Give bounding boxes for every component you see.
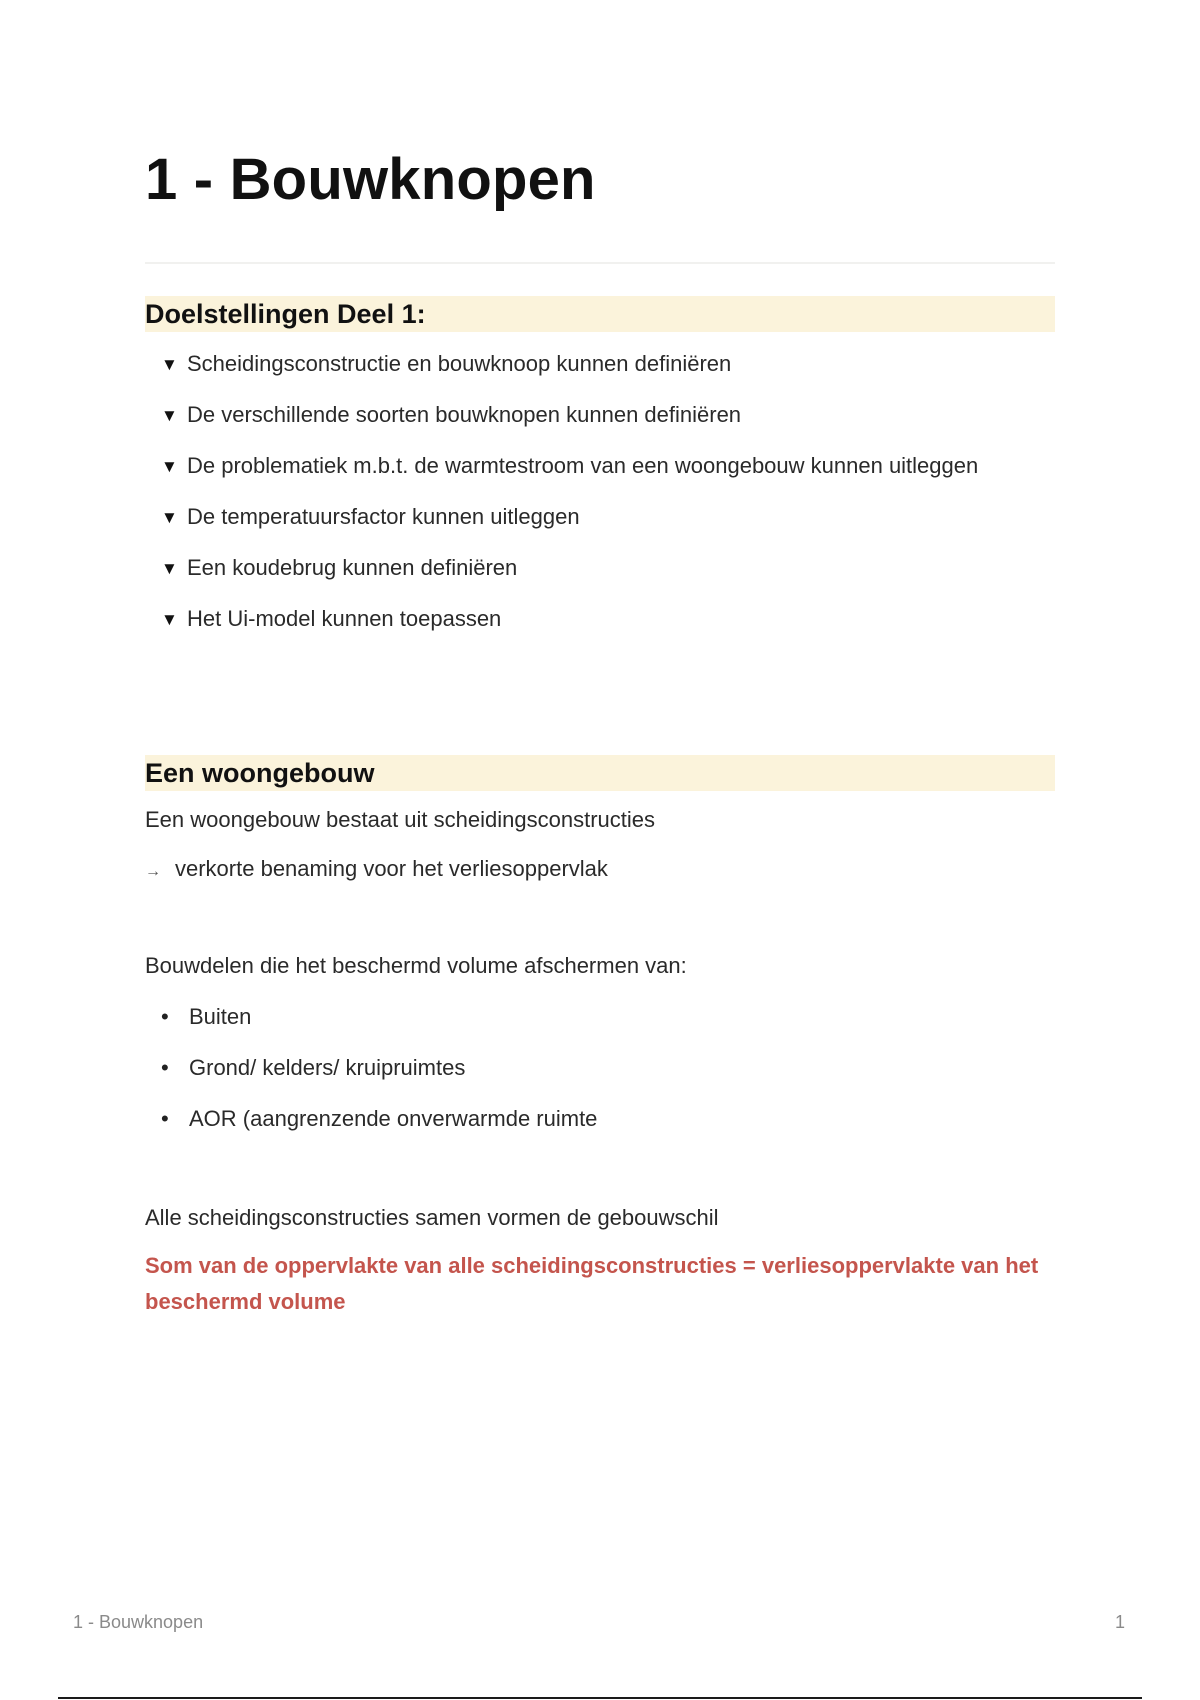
bullet-dot-icon: • <box>161 1055 169 1080</box>
list-item <box>161 1101 597 1137</box>
bullet-dot-icon: • <box>161 1004 169 1029</box>
toggle-triangle-icon[interactable]: ▼ <box>161 355 178 374</box>
bullet-dot-icon: • <box>161 1106 169 1131</box>
list-item-text: AOR (aangrenzende onverwarmde ruimte <box>189 1106 598 1131</box>
arrow-note-text: verkorte benaming voor het verliesoppervlak <box>175 856 608 881</box>
toggle-triangle-icon[interactable]: ▼ <box>161 559 178 578</box>
toggle-item[interactable] <box>161 601 1041 638</box>
toggle-item[interactable] <box>161 550 1041 587</box>
page-title: 1 - Bouwknopen <box>145 147 596 212</box>
section-heading-doelstellingen: Doelstellingen Deel 1: <box>145 296 1055 332</box>
list-item <box>161 1050 597 1086</box>
toggle-item[interactable] <box>161 397 1041 434</box>
list-item-text: Buiten <box>189 1004 252 1029</box>
toggle-triangle-icon[interactable]: ▼ <box>161 406 178 425</box>
woongebouw-intro: Een woongebouw bestaat uit scheidingsconstructies <box>145 807 655 832</box>
toggle-list-doelstellingen <box>161 346 1041 652</box>
toggle-triangle-icon[interactable]: ▼ <box>161 610 178 629</box>
footer-document-title: 1 - Bouwknopen <box>73 1612 204 1632</box>
footer-page-number: 1 <box>1114 1612 1125 1632</box>
right-arrow-icon: → <box>145 863 161 880</box>
list-item-text: Grond/ kelders/ kruipruimtes <box>189 1055 466 1080</box>
toggle-item-text: Scheidingsconstructie en bouwknoop kunnen definiëren <box>187 351 732 376</box>
toggle-item-text: Een koudebrug kunnen definiëren <box>187 555 518 580</box>
section-heading-woongebouw: Een woongebouw <box>145 755 1055 791</box>
toggle-triangle-icon[interactable]: ▼ <box>161 457 178 476</box>
toggle-item[interactable] <box>161 346 1041 383</box>
toggle-item-text: De temperatuursfactor kunnen uitleggen <box>187 504 580 529</box>
bullet-list-bouwdelen <box>161 999 597 1152</box>
arrow-note <box>145 851 608 890</box>
list-item <box>161 999 597 1035</box>
toggle-item-text: De problematiek m.b.t. de warmtestroom van een woongebouw kunnen uitleggen <box>187 453 979 478</box>
toggle-item[interactable] <box>161 499 1041 536</box>
verliesoppervlakte-definition: Som van de oppervlakte van alle scheidingsconstructies = verliesoppervlakte van het beschermd volume <box>145 1253 1039 1314</box>
gebouwschil-text: Alle scheidingsconstructies samen vormen de gebouwschil <box>145 1205 719 1230</box>
toggle-item[interactable] <box>161 448 1041 485</box>
title-divider <box>145 262 1055 264</box>
toggle-item-text: De verschillende soorten bouwknopen kunnen definiëren <box>187 402 742 427</box>
toggle-triangle-icon[interactable]: ▼ <box>161 508 178 527</box>
toggle-item-text: Het Ui-model kunnen toepassen <box>187 606 502 631</box>
bouwdelen-intro: Bouwdelen die het beschermd volume afschermen van: <box>145 953 687 978</box>
footer-rule <box>58 1697 1142 1699</box>
